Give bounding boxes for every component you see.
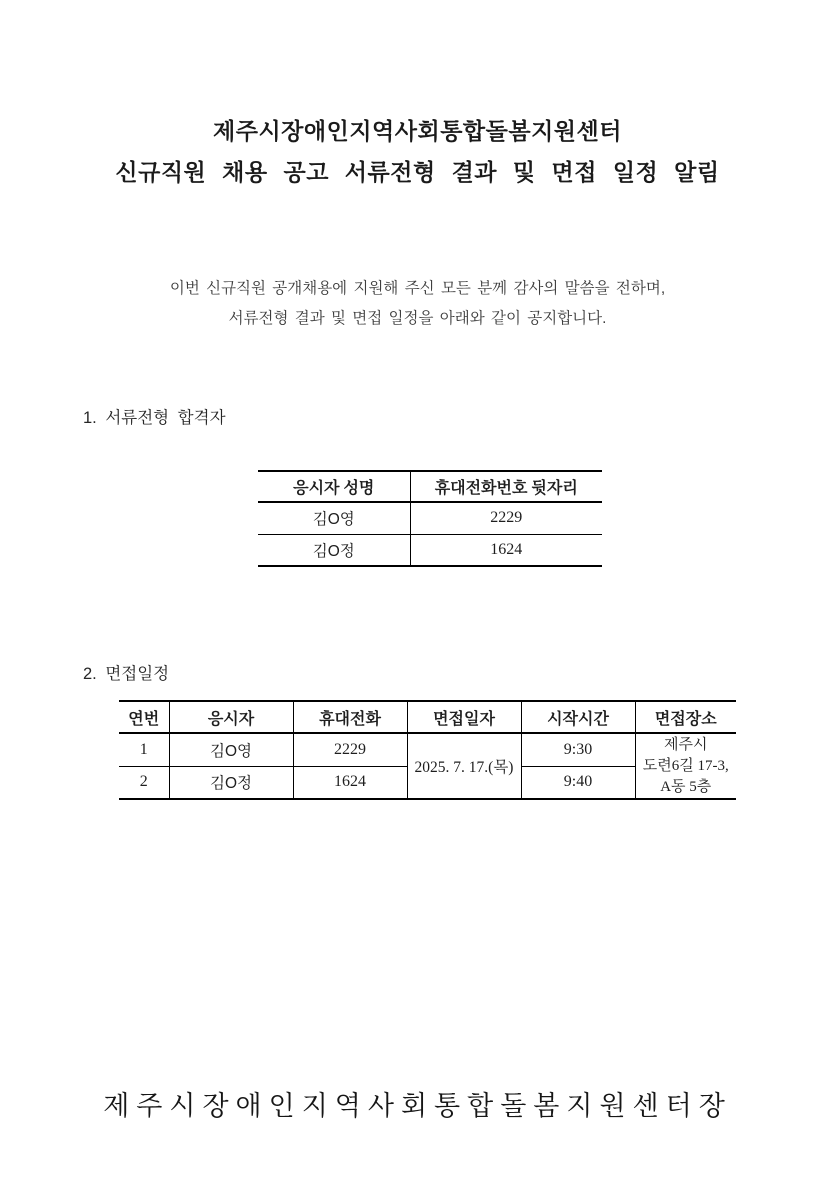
schedule-phone-cell: 2229 (293, 733, 407, 766)
pass-table-header-row (258, 471, 602, 502)
schedule-applicant-cell: 김O정 (169, 766, 293, 799)
location-line1: 제주시 (664, 736, 708, 753)
schedule-header-time: 시작시간 (521, 701, 635, 733)
pass-table-phone-cell: 2229 (410, 502, 602, 534)
schedule-header-location: 면접장소 (635, 701, 736, 733)
schedule-location-cell (635, 733, 736, 799)
location-line3: A동 5층 (660, 778, 712, 795)
schedule-header-applicant: 응시자 (169, 701, 293, 733)
pass-table-phone-cell: 1624 (410, 534, 602, 566)
schedule-table-header-row (119, 701, 736, 733)
location-line2: 도련6길 17-3, (642, 757, 729, 774)
schedule-table-row (119, 733, 736, 766)
schedule-no-cell: 1 (119, 733, 169, 766)
document-title-line1: 제주시장애인지역사회통합돌봄지원센터 (213, 118, 622, 144)
intro-line2: 서류전형 결과 및 면접 일정을 아래와 같이 공지합니다. (228, 310, 607, 327)
schedule-phone-cell: 1624 (293, 766, 407, 799)
schedule-header-phone: 휴대전화 (293, 701, 407, 733)
pass-table-row (258, 502, 602, 534)
schedule-no-cell: 2 (119, 766, 169, 799)
section1-heading: 1. 서류전형 합격자 (83, 409, 226, 427)
schedule-date-cell: 2025. 7. 17.(목) (407, 733, 521, 799)
schedule-header-date: 면접일자 (407, 701, 521, 733)
schedule-header-no: 연번 (119, 701, 169, 733)
pass-table-row (258, 534, 602, 566)
intro-line1: 이번 신규직원 공개채용에 지원해 주신 모든 분께 감사의 말씀을 전하며, (169, 280, 666, 297)
pass-table-name-cell: 김O정 (258, 534, 410, 566)
intro-paragraph (0, 274, 835, 334)
schedule-applicant-cell: 김O영 (169, 733, 293, 766)
pass-table-header-phone: 휴대전화번호 뒷자리 (410, 471, 602, 502)
section2-heading: 2. 면접일정 (83, 665, 170, 683)
pass-table-header-name: 응시자 성명 (258, 471, 410, 502)
schedule-time-cell: 9:30 (521, 733, 635, 766)
schedule-time-cell: 9:40 (521, 766, 635, 799)
pass-list-table (258, 470, 602, 567)
document-title-line2: 신규직원 채용 공고 서류전형 결과 및 면접 일정 알림 (115, 159, 720, 185)
signature-line: 제주시장애인지역사회통합돌봄지원센터장 (103, 1091, 732, 1121)
pass-table-name-cell: 김O영 (258, 502, 410, 534)
interview-schedule-table (119, 700, 736, 800)
